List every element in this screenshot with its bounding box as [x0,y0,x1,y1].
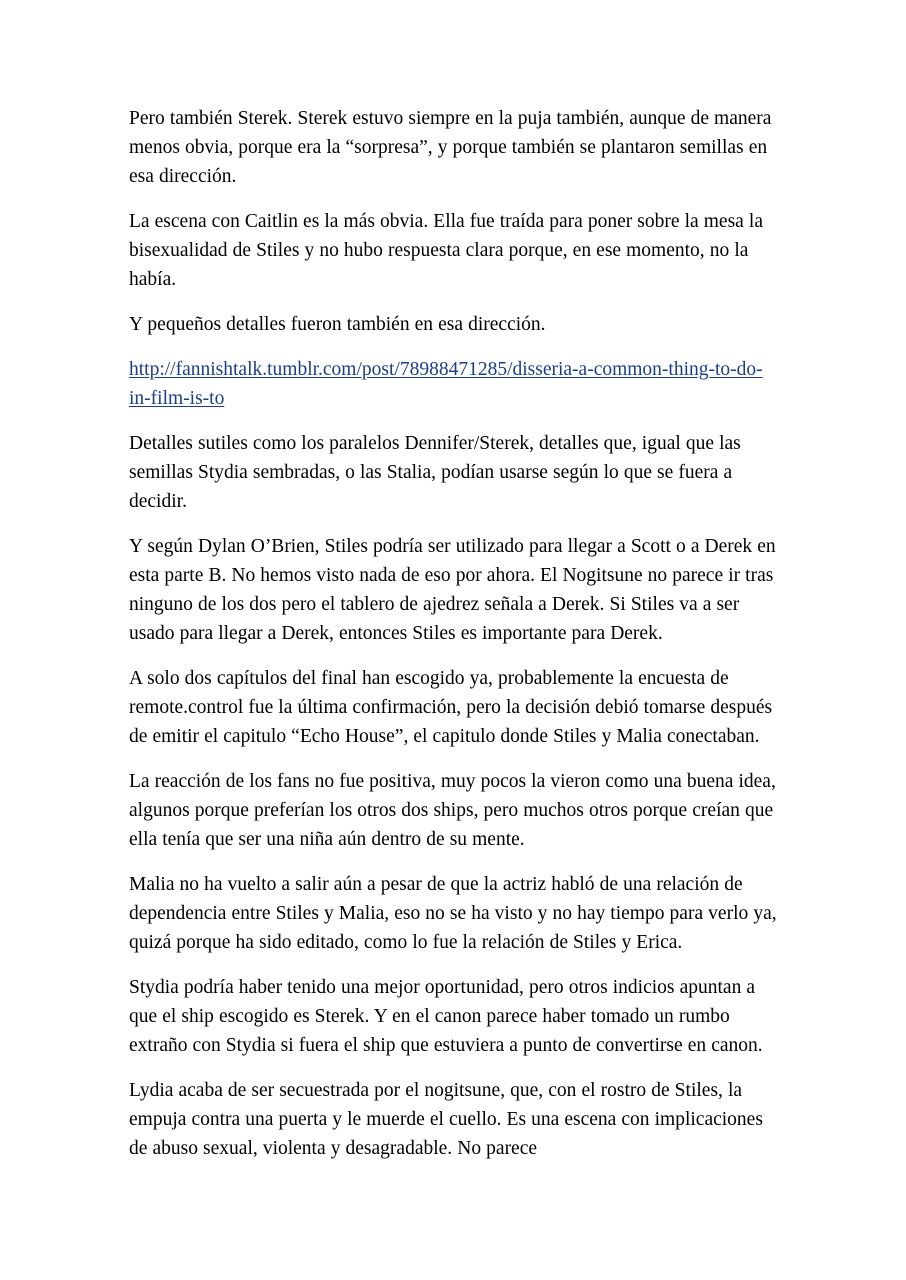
link-paragraph [129,355,777,413]
paragraph: Malia no ha vuelto a salir aún a pesar de que la actriz habló de una relación de dependencia entre Stiles y Malia, eso no se ha visto y no hay tiempo para verlo ya, quizá porque ha sido editado, como lo fue la relación de Stiles y Erica. [129,874,777,953]
paragraph: Stydia podría haber tenido una mejor oportunidad, pero otros indicios apuntan a que el ship escogido es Sterek. Y en el canon parece haber tomado un rumbo extraño con Stydia si fuera el ship que estuviera a punto de convertirse en canon. [129,977,763,1056]
document-body [129,104,777,1163]
paragraph: La reacción de los fans no fue positiva, muy pocos la vieron como una buena idea, algunos porque preferían los otros dos ships, pero muchos otros porque creían que ella tenía que ser una niña aún dentro de su mente. [129,771,776,850]
paragraph: Y según Dylan O’Brien, Stiles podría ser utilizado para llegar a Scott o a Derek en esta parte B. No hemos visto nada de eso por ahora. El Nogitsune no parece ir tras ninguno de los dos pero el tablero de ajedrez señala a Derek. Si Stiles va a ser usado para llegar a Derek, entonces Stiles es importante para Derek. [129,536,776,644]
paragraph: Lydia acaba de ser secuestrada por el nogitsune, que, con el rostro de Stiles, la empuja contra una puerta y le muerde el cuello. Es una escena con implicaciones de abuso sexual, violenta y desagradable. No parece [129,1080,763,1159]
paragraph: Y pequeños detalles fueron también en esa dirección. [129,314,546,335]
paragraph: La escena con Caitlin es la más obvia. Ella fue traída para poner sobre la mesa la bisexualidad de Stiles y no hubo respuesta clara porque, en ese momento, no la había. [129,211,763,290]
paragraph: A solo dos capítulos del final han escogido ya, probablemente la encuesta de remote.control fue la última confirmación, pero la decisión debió tomarse después de emitir el capitulo “Echo House”, el capitulo donde Stiles y Malia conectaban. [129,668,773,747]
paragraph: Detalles sutiles como los paralelos Dennifer/Sterek, detalles que, igual que las semillas Stydia sembradas, o las Stalia, podían usarse según lo que se fuera a decidir. [129,433,741,512]
external-link[interactable]: http://fannishtalk.tumblr.com/post/78988471285/disseria-a-common-thing-to-do-in-film-is-to [129,359,763,409]
paragraph: Pero también Sterek. Sterek estuvo siempre en la puja también, aunque de manera menos obvia, porque era la “sorpresa”, y porque también se plantaron semillas en esa dirección. [129,108,772,187]
